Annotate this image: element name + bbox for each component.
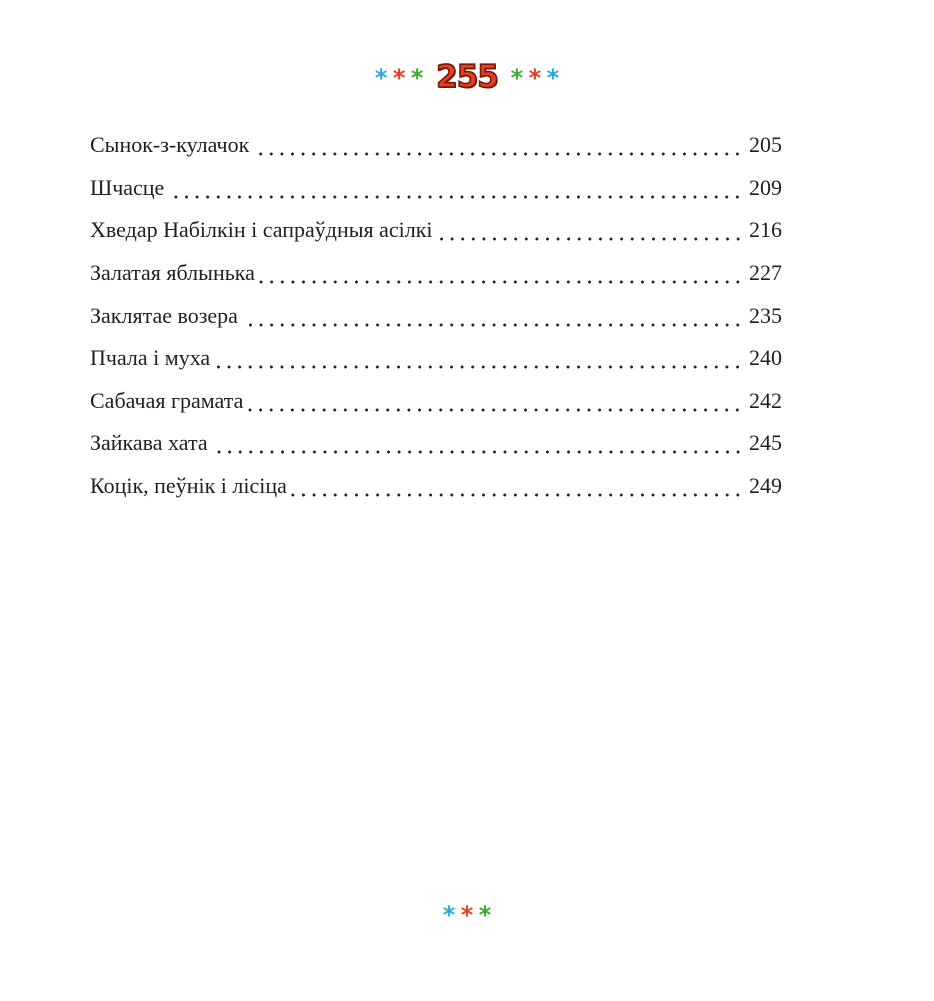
toc-entry-title: Заклятае возера [90, 302, 238, 328]
toc-entry-page: 249 [749, 473, 782, 499]
star-icon: * [460, 901, 474, 929]
dot-leader [247, 390, 743, 412]
toc-entry-page: 245 [749, 430, 782, 456]
toc-entry-title: Шчасце [90, 174, 165, 200]
toc-entry[interactable] [90, 465, 782, 508]
toc-entry-title: Коцік, пеўнік і лісіца [90, 473, 287, 499]
page-number: 255 [436, 59, 498, 95]
toc-entry[interactable] [90, 252, 782, 295]
footer-stars-ornament [440, 903, 494, 927]
dot-leader [242, 305, 743, 327]
star-icon: * [374, 63, 388, 92]
toc-entry-page: 216 [749, 217, 782, 243]
toc-entry[interactable] [90, 209, 782, 252]
star-icon: * [510, 63, 524, 92]
toc-entry[interactable] [90, 294, 782, 337]
toc-entry-page: 209 [749, 174, 782, 200]
dot-leader [212, 432, 743, 454]
toc-entry-title: Зайкава хата [90, 430, 208, 456]
toc-entry-title: Хведар Набілкін і сапраўдныя асілкі [90, 217, 433, 243]
star-icon: * [546, 63, 560, 92]
toc-entry-title: Сынок-з-кулачок [90, 132, 250, 158]
toc-entry[interactable] [90, 380, 782, 423]
dot-leader [259, 262, 743, 284]
toc-entry-page: 242 [749, 387, 782, 413]
page-footer [0, 903, 934, 927]
dot-leader [214, 347, 743, 369]
toc-entry-page: 240 [749, 345, 782, 371]
toc-entry-title: Залатая яблынька [90, 260, 255, 286]
star-icon: * [528, 63, 542, 92]
toc-entry[interactable] [90, 337, 782, 380]
toc-entry-title: Пчала і муха [90, 345, 211, 371]
page-header [0, 59, 934, 95]
dot-leader [168, 177, 743, 199]
toc-entry-page: 235 [749, 302, 782, 328]
star-icon: * [478, 901, 492, 929]
dot-leader [437, 219, 743, 241]
toc-entry-page: 205 [749, 132, 782, 158]
toc-entry-page: 227 [749, 260, 782, 286]
toc-entry[interactable] [90, 124, 782, 167]
table-of-contents [90, 124, 782, 507]
left-stars-ornament [372, 63, 426, 92]
dot-leader [253, 134, 743, 156]
star-icon: * [392, 63, 406, 92]
toc-entry[interactable] [90, 167, 782, 210]
dot-leader [291, 475, 743, 497]
toc-entry-title: Сабачая грамата [90, 387, 244, 413]
right-stars-ornament [508, 63, 562, 92]
star-icon: * [442, 901, 456, 929]
toc-entry[interactable] [90, 422, 782, 465]
star-icon: * [410, 63, 424, 92]
